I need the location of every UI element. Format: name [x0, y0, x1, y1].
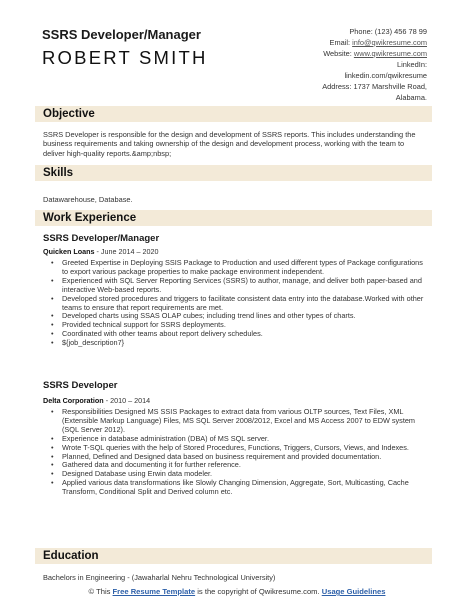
list-item: • ${job_description7}	[43, 339, 427, 348]
list-item: • Provided technical support for SSRS deployments.	[43, 321, 427, 330]
list-item: • Developed stored procedures and triggers to facilitate consistent data entry into the database.Worked with other teams to ensure that report requirements are met.	[43, 295, 427, 313]
objective-text: SSRS Developer is responsible for the design and development of SSRS reports. This includes understanding the business requirements and taking ownership of the design and development process, working with the team to deliver high-quality reports.&amp;nbsp;	[43, 130, 416, 158]
contact-website-row	[237, 48, 427, 59]
job-meta	[43, 396, 150, 405]
job-company: Quicken Loans	[43, 247, 95, 256]
list-item: • Experienced with SQL Server Reporting Services (SSRS) to author, manage, and deliver both paper-based and interactive Web-based reports.	[43, 277, 427, 295]
skills-section-bar	[35, 165, 432, 181]
resume-name: ROBERT SMITH	[42, 47, 208, 68]
list-item: • Planned, Defined and Designed data based on business requirement and provided documentation.	[43, 453, 427, 462]
job-dates: - June 2014 – 2020	[94, 247, 159, 256]
list-item: • Applied various data transformations like Slowly Changing Dimension, Aggregate, Sort, Multicasting, Cache Transform, Conditional Split and Derived column etc.	[43, 479, 427, 497]
resume-job-title: SSRS Developer/Manager	[42, 27, 201, 42]
footer-prefix: © This	[88, 587, 113, 596]
job-company: Delta Corporation	[43, 396, 104, 405]
job-dates: - 2010 – 2014	[103, 396, 151, 405]
education-text: Bachelors in Engineering - (Jawaharlal Nehru Technological University)	[43, 573, 276, 582]
skills-text: Datawarehouse, Database.	[43, 195, 133, 204]
contact-linkedin: linkedin.com/qwikresume	[344, 71, 427, 80]
job-meta	[43, 247, 158, 256]
contact-email-link[interactable]: info@qwikresume.com	[352, 38, 427, 47]
job-role: SSRS Developer/Manager	[43, 233, 160, 244]
list-item: • Designed Database using Erwin data modeler.	[43, 470, 427, 479]
list-item: • Greeted Expertise in Deploying SSIS Package to Production and used different types of Package configurations to export various package properties to make package environment independent.	[43, 259, 427, 277]
objective-heading: Objective	[43, 108, 95, 120]
list-item: • Coordinated with other teams about report delivery schedules.	[43, 330, 427, 339]
list-item: • Responsibilities Designed MS SSIS Packages to extract data from various OLTP sources, Text Files, XML (Extensible Markup Language) Files, MS SQL Server 2008/2012, Excel and MS Access 2007 to EDW system (SQL Server 2012).	[43, 408, 427, 435]
experience-heading: Work Experience	[43, 212, 137, 224]
copyright-footer	[0, 587, 474, 596]
education-heading: Education	[43, 550, 99, 562]
footer-middle: is the copyright of Qwikresume.com.	[195, 587, 322, 596]
free-resume-template-link[interactable]: Free Resume Template	[112, 587, 196, 596]
contact-website-label: Website:	[323, 49, 354, 58]
list-item: • Developed charts using SSAS OLAP cubes; including trend lines and other types of charts.	[43, 312, 427, 321]
contact-address-line2: Alabama.	[395, 93, 427, 102]
list-item: • Wrote T-SQL queries with the help of Stored Procedures, Functions, Triggers, Cursors, Views, and Indexes.	[43, 444, 427, 453]
list-item: • Gathered data and documenting it for further reference.	[43, 461, 427, 470]
contact-phone: Phone: (123) 456 78 99	[349, 27, 427, 36]
contact-website-link[interactable]: www.qwikresume.com	[353, 49, 427, 58]
job-bullet-list	[43, 408, 427, 497]
contact-address-line1: Address: 1737 Marshville Road,	[322, 82, 427, 91]
contact-block	[237, 26, 427, 103]
contact-email-row	[237, 37, 427, 48]
usage-guidelines-link[interactable]: Usage Guidelines	[321, 587, 386, 596]
job-bullet-list	[43, 259, 427, 348]
contact-email-label: Email:	[329, 38, 353, 47]
list-item: • Experience in database administration (DBA) of MS SQL server.	[43, 435, 427, 444]
contact-linkedin-label: LinkedIn:	[397, 60, 427, 69]
job-role: SSRS Developer	[43, 380, 118, 391]
skills-heading: Skills	[43, 167, 74, 179]
